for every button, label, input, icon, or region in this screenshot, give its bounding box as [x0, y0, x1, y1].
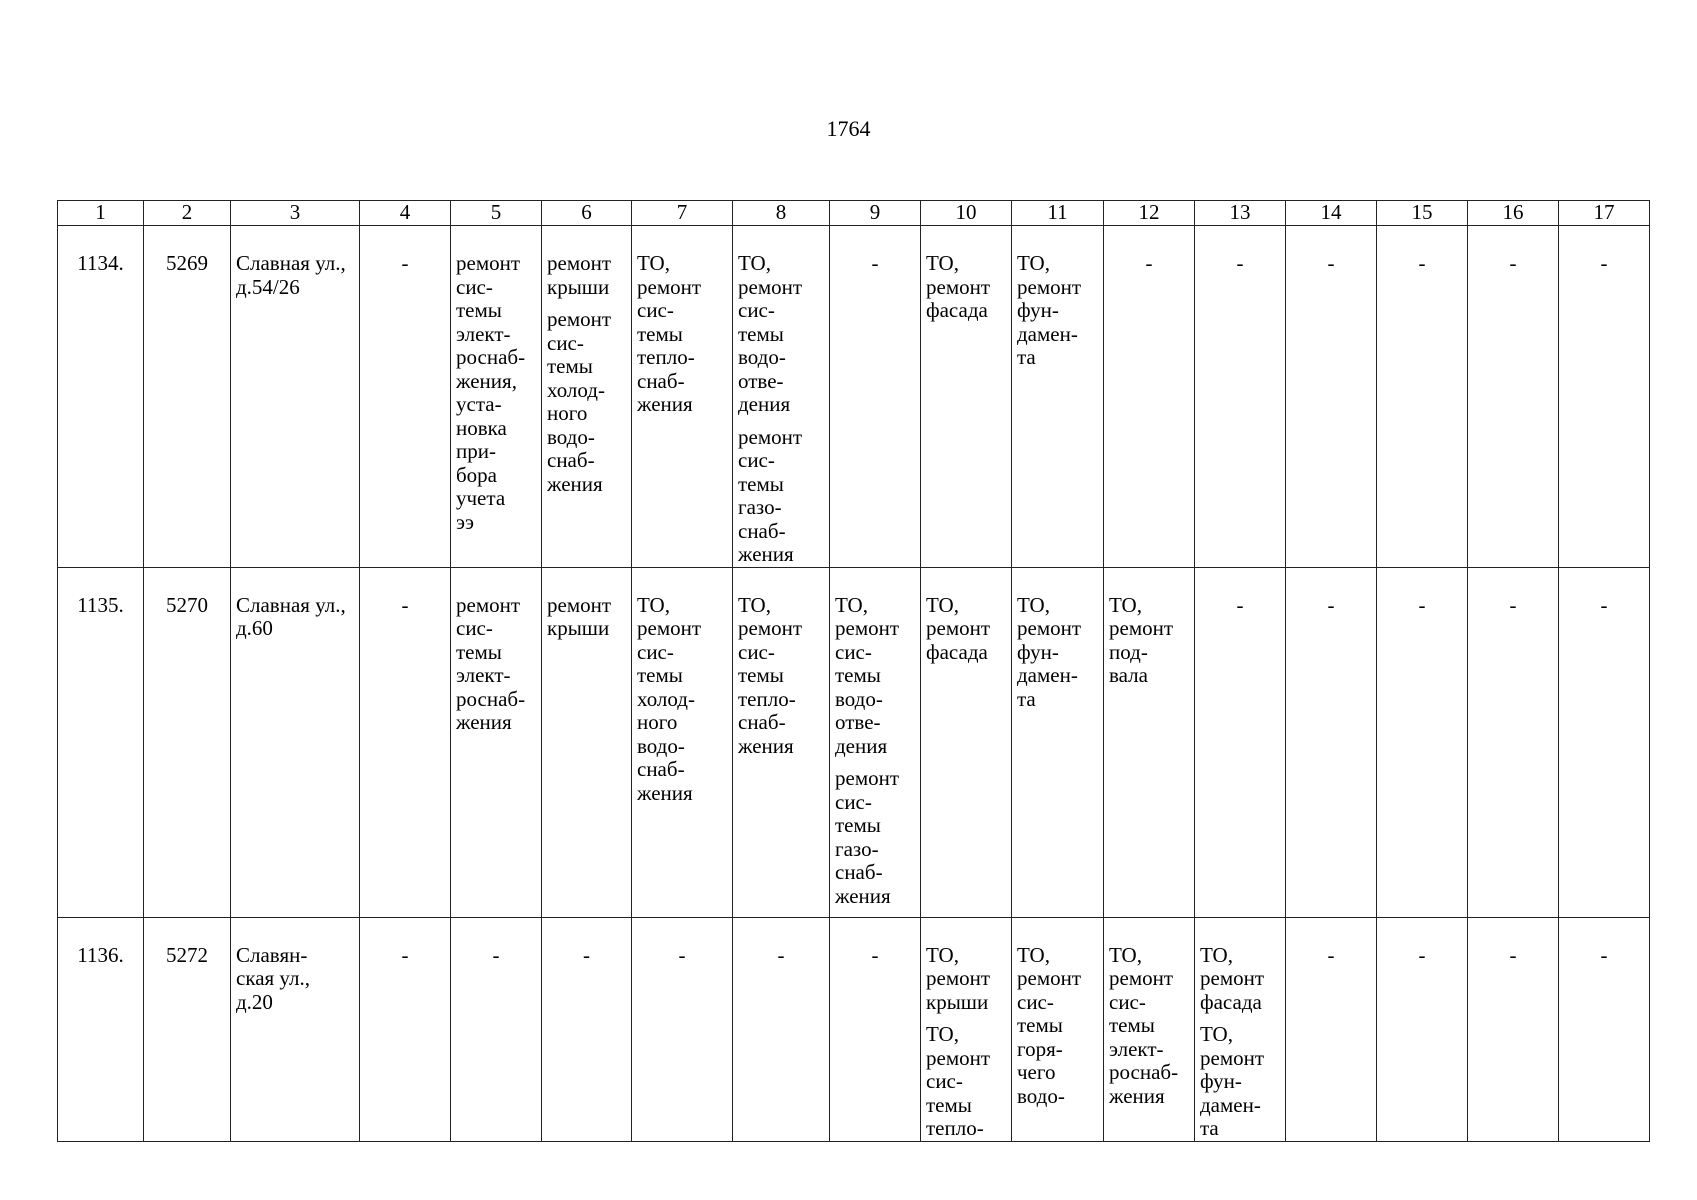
work-cell-empty: - — [1559, 567, 1650, 917]
work-text-line: ремонт — [547, 592, 612, 617]
work-text-line: ТО, — [1017, 942, 1050, 967]
work-cell — [542, 226, 632, 568]
address-cell — [231, 226, 360, 568]
work-text-line: при- — [456, 439, 496, 463]
work-cell — [733, 226, 830, 568]
work-text-line: крыши — [926, 989, 989, 1014]
row-index-cell: 1134. — [58, 226, 144, 568]
work-text-line: сис- — [1017, 989, 1054, 1014]
work-text-line: та — [1017, 686, 1036, 711]
work-text-line: дамен- — [1017, 321, 1078, 346]
table-row — [58, 567, 1650, 917]
work-text-line: темы — [1109, 1013, 1155, 1037]
work-text-line: ТО, — [1200, 942, 1233, 967]
work-text-line: чего — [1017, 1060, 1056, 1084]
work-text-line: темы — [738, 663, 784, 687]
work-text-line: сис- — [835, 789, 872, 814]
column-header: 8 — [733, 201, 830, 226]
work-text-line: темы — [1017, 1013, 1063, 1037]
work-text-line: та — [1017, 345, 1036, 369]
address-line: ская ул., — [236, 966, 310, 990]
work-text-line: ремонт — [926, 966, 991, 990]
work-text-line: сис- — [926, 1069, 963, 1093]
work-text-line: темы — [637, 321, 683, 346]
work-cell-empty: - — [1286, 226, 1377, 568]
work-cell — [632, 567, 733, 917]
register-table — [57, 200, 1650, 1142]
work-text-line: водо- — [1017, 1083, 1065, 1108]
work-cell-empty: - — [632, 917, 733, 1141]
work-text-line: снаб- — [738, 518, 786, 543]
work-cell-empty: - — [1377, 226, 1468, 568]
work-text-line: ТО, — [637, 251, 670, 275]
column-header: 13 — [1195, 201, 1286, 226]
address-line: Славная ул., — [236, 592, 346, 617]
column-header: 15 — [1377, 201, 1468, 226]
work-text-line: темы — [738, 471, 784, 496]
address-line: д.54/26 — [236, 274, 300, 299]
work-cell-empty: - — [1559, 917, 1650, 1141]
column-header: 9 — [830, 201, 921, 226]
work-cell-empty: - — [451, 917, 542, 1141]
work-cell-empty: - — [733, 917, 830, 1141]
work-text-line: бора — [456, 462, 498, 487]
work-cell-empty: - — [360, 917, 451, 1141]
work-text-line: ремонт — [835, 616, 900, 640]
work-cell — [542, 567, 632, 917]
page-number: 1764 — [826, 116, 871, 141]
work-text-line: ТО, — [835, 592, 868, 617]
work-text-line: ремонт — [738, 616, 803, 640]
work-text-line: ремонт — [637, 616, 702, 640]
column-header: 11 — [1012, 201, 1104, 226]
work-text-line: газо- — [835, 836, 879, 861]
work-cell — [1012, 917, 1104, 1141]
work-text-line: темы — [547, 354, 593, 378]
work-text-line: жения — [456, 710, 512, 734]
work-text-line: ремонт — [547, 307, 612, 331]
work-text-line: снаб- — [835, 860, 883, 884]
work-text-line: ремонт — [1017, 616, 1082, 640]
work-text-line: ремонт — [738, 274, 803, 299]
work-text-line: под- — [1109, 639, 1148, 664]
work-cell — [830, 567, 921, 917]
work-text-line: роснаб- — [456, 686, 526, 711]
work-text-line: темы — [835, 663, 881, 687]
address-line: д.20 — [236, 989, 273, 1014]
work-text-line: жения — [637, 392, 693, 416]
work-text-line: ТО, — [1017, 592, 1050, 617]
work-text-line: фасада — [926, 298, 988, 322]
work-cell-empty: - — [1468, 917, 1559, 1141]
work-text-line: ремонт — [547, 251, 612, 275]
work-text-line: сис- — [637, 298, 674, 322]
column-header: 6 — [542, 201, 632, 226]
row-index-cell: 1135. — [58, 567, 144, 917]
work-cell-empty: - — [1286, 917, 1377, 1141]
work-text-line: темы — [637, 663, 683, 687]
work-text-line: газо- — [738, 495, 782, 519]
work-text-line: крыши — [547, 616, 610, 640]
work-text-line: сис- — [456, 274, 493, 299]
work-text-line: фасада — [926, 639, 988, 664]
work-text-line: тепло- — [637, 345, 695, 369]
column-header: 10 — [921, 201, 1012, 226]
object-code-cell: 5272 — [144, 917, 231, 1141]
work-text-line: сис- — [738, 298, 775, 322]
work-text-line: учета — [456, 486, 506, 510]
row-index-cell: 1136. — [58, 917, 144, 1141]
work-text-line: ного — [547, 401, 588, 425]
work-text-line: элект- — [456, 663, 511, 687]
address-line: д.60 — [236, 616, 273, 640]
work-cell — [1104, 917, 1195, 1141]
work-text-line: ТО, — [637, 592, 670, 617]
work-text-line: снаб- — [637, 757, 685, 781]
work-text-line: ремонт — [1017, 966, 1082, 990]
work-cell-empty: - — [1559, 226, 1650, 568]
work-text-line: водо- — [637, 733, 685, 758]
work-cell — [921, 917, 1012, 1141]
work-text-line: фасада — [1200, 989, 1262, 1014]
work-text-line: тепло- — [926, 1116, 984, 1140]
work-cell-empty: - — [830, 917, 921, 1141]
work-text-line: ээ — [456, 509, 475, 534]
work-text-line: дамен- — [1017, 663, 1078, 687]
work-cell-empty: - — [1377, 917, 1468, 1141]
work-text-line: ТО, — [926, 1022, 959, 1046]
work-text-line: темы — [456, 639, 502, 664]
work-text-line: ремонт — [1200, 1045, 1265, 1070]
header-row — [58, 201, 1650, 226]
column-header: 7 — [632, 201, 733, 226]
work-cell — [1195, 917, 1286, 1141]
work-text-line: водо- — [835, 686, 883, 711]
work-text-line: ремонт — [456, 592, 521, 617]
work-text-line: крыши — [547, 274, 610, 299]
work-text-line: темы — [738, 321, 784, 346]
work-text-line: жения — [637, 780, 693, 805]
work-text-line: ТО, — [738, 592, 771, 617]
work-text-line: ремонт — [926, 1045, 991, 1070]
work-text-line: ремонт — [1017, 274, 1082, 299]
work-cell — [921, 226, 1012, 568]
work-text-line: элект- — [1109, 1036, 1164, 1061]
work-text-line: снаб- — [738, 710, 786, 734]
work-text-line: элект- — [456, 321, 511, 346]
column-header: 5 — [451, 201, 542, 226]
work-cell-empty: - — [360, 567, 451, 917]
work-text-line: ремонт — [926, 616, 991, 640]
work-text-line: роснаб- — [456, 345, 526, 369]
work-text-line: снаб- — [547, 448, 595, 472]
work-text-line: водо- — [738, 345, 786, 369]
work-cell — [451, 567, 542, 917]
address-line: Славян- — [236, 942, 308, 967]
work-text-line: ТО, — [1109, 942, 1142, 967]
object-code-cell: 5270 — [144, 567, 231, 917]
work-text-line: ремонт — [456, 251, 521, 275]
work-text-line: сис- — [738, 639, 775, 664]
work-text-line: жения — [835, 883, 891, 908]
work-text-line: ремонт — [926, 274, 991, 299]
work-cell-empty: - — [1286, 567, 1377, 917]
table-row — [58, 917, 1650, 1141]
work-text-line: жения — [547, 471, 603, 496]
address-cell — [231, 917, 360, 1141]
work-text-line: дения — [835, 733, 888, 758]
work-text-line: отве- — [738, 368, 784, 393]
work-cell-empty: - — [1195, 226, 1286, 568]
work-text-line: сис- — [547, 330, 584, 355]
work-text-line: темы — [835, 813, 881, 837]
work-cell-empty: - — [1195, 567, 1286, 917]
column-header: 4 — [360, 201, 451, 226]
work-text-line: горя- — [1017, 1036, 1063, 1061]
work-text-line: холод- — [637, 686, 695, 711]
work-text-line: сис- — [637, 639, 674, 664]
work-text-line: ТО, — [926, 251, 959, 275]
work-cell-empty: - — [360, 226, 451, 568]
work-text-line: сис- — [456, 616, 493, 640]
work-text-line: та — [1200, 1116, 1219, 1140]
work-cell — [1012, 567, 1104, 917]
work-text-line: роснаб- — [1109, 1060, 1179, 1084]
work-text-line: дамен- — [1200, 1092, 1261, 1117]
column-header: 12 — [1104, 201, 1195, 226]
work-text-line: водо- — [547, 424, 595, 449]
work-text-line: ремонт — [835, 766, 900, 790]
work-text-line: фун- — [1200, 1069, 1242, 1093]
work-text-line: ремонт — [738, 424, 803, 449]
work-text-line: сис- — [1109, 989, 1146, 1014]
column-header: 16 — [1468, 201, 1559, 226]
address-cell — [231, 567, 360, 917]
work-text-line: холод- — [547, 377, 605, 402]
work-text-line: снаб- — [637, 368, 685, 393]
work-cell — [1012, 226, 1104, 568]
work-text-line: ремонт — [1109, 966, 1174, 990]
work-text-line: новка — [456, 415, 507, 440]
work-text-line: жения, — [456, 368, 517, 393]
work-cell-empty: - — [1104, 226, 1195, 568]
work-text-line: тепло- — [738, 686, 796, 711]
column-header: 17 — [1559, 201, 1650, 226]
work-text-line: темы — [456, 298, 502, 322]
work-text-line: жения — [1109, 1083, 1165, 1108]
work-text-line: фун- — [1017, 639, 1059, 664]
work-text-line: отве- — [835, 710, 881, 734]
work-text-line: ремонт — [637, 274, 702, 299]
work-text-line: ТО, — [1017, 251, 1050, 275]
work-cell — [451, 226, 542, 568]
work-text-line: ТО, — [926, 942, 959, 967]
work-text-line: сис- — [738, 448, 775, 472]
object-code-cell: 5269 — [144, 226, 231, 568]
work-cell — [1104, 567, 1195, 917]
work-text-line: ТО, — [738, 251, 771, 275]
work-cell — [632, 226, 733, 568]
column-header: 3 — [231, 201, 360, 226]
work-cell-empty: - — [1468, 226, 1559, 568]
column-header: 1 — [58, 201, 144, 226]
work-text-line: ремонт — [1109, 616, 1174, 640]
work-cell — [733, 567, 830, 917]
work-text-line: ТО, — [1109, 592, 1142, 617]
work-text-line: дения — [738, 392, 791, 416]
work-text-line: ремонт — [1200, 966, 1265, 990]
work-cell-empty: - — [542, 917, 632, 1141]
work-text-line: ТО, — [926, 592, 959, 617]
work-text-line: жения — [738, 733, 794, 758]
work-text-line: вала — [1109, 663, 1148, 687]
work-cell-empty: - — [1377, 567, 1468, 917]
column-header: 14 — [1286, 201, 1377, 226]
work-cell-empty: - — [1468, 567, 1559, 917]
work-text-line: фун- — [1017, 298, 1059, 322]
column-header: 2 — [144, 201, 231, 226]
work-text-line: темы — [926, 1092, 972, 1117]
work-text-line: уста- — [456, 392, 502, 416]
address-line: Славная ул., — [236, 251, 346, 275]
work-text-line: сис- — [835, 639, 872, 664]
work-cell — [921, 567, 1012, 917]
work-text-line: ного — [637, 710, 678, 734]
table-row — [58, 226, 1650, 568]
work-text-line: ТО, — [1200, 1022, 1233, 1046]
work-cell-empty: - — [830, 226, 921, 568]
work-text-line: жения — [738, 542, 794, 566]
